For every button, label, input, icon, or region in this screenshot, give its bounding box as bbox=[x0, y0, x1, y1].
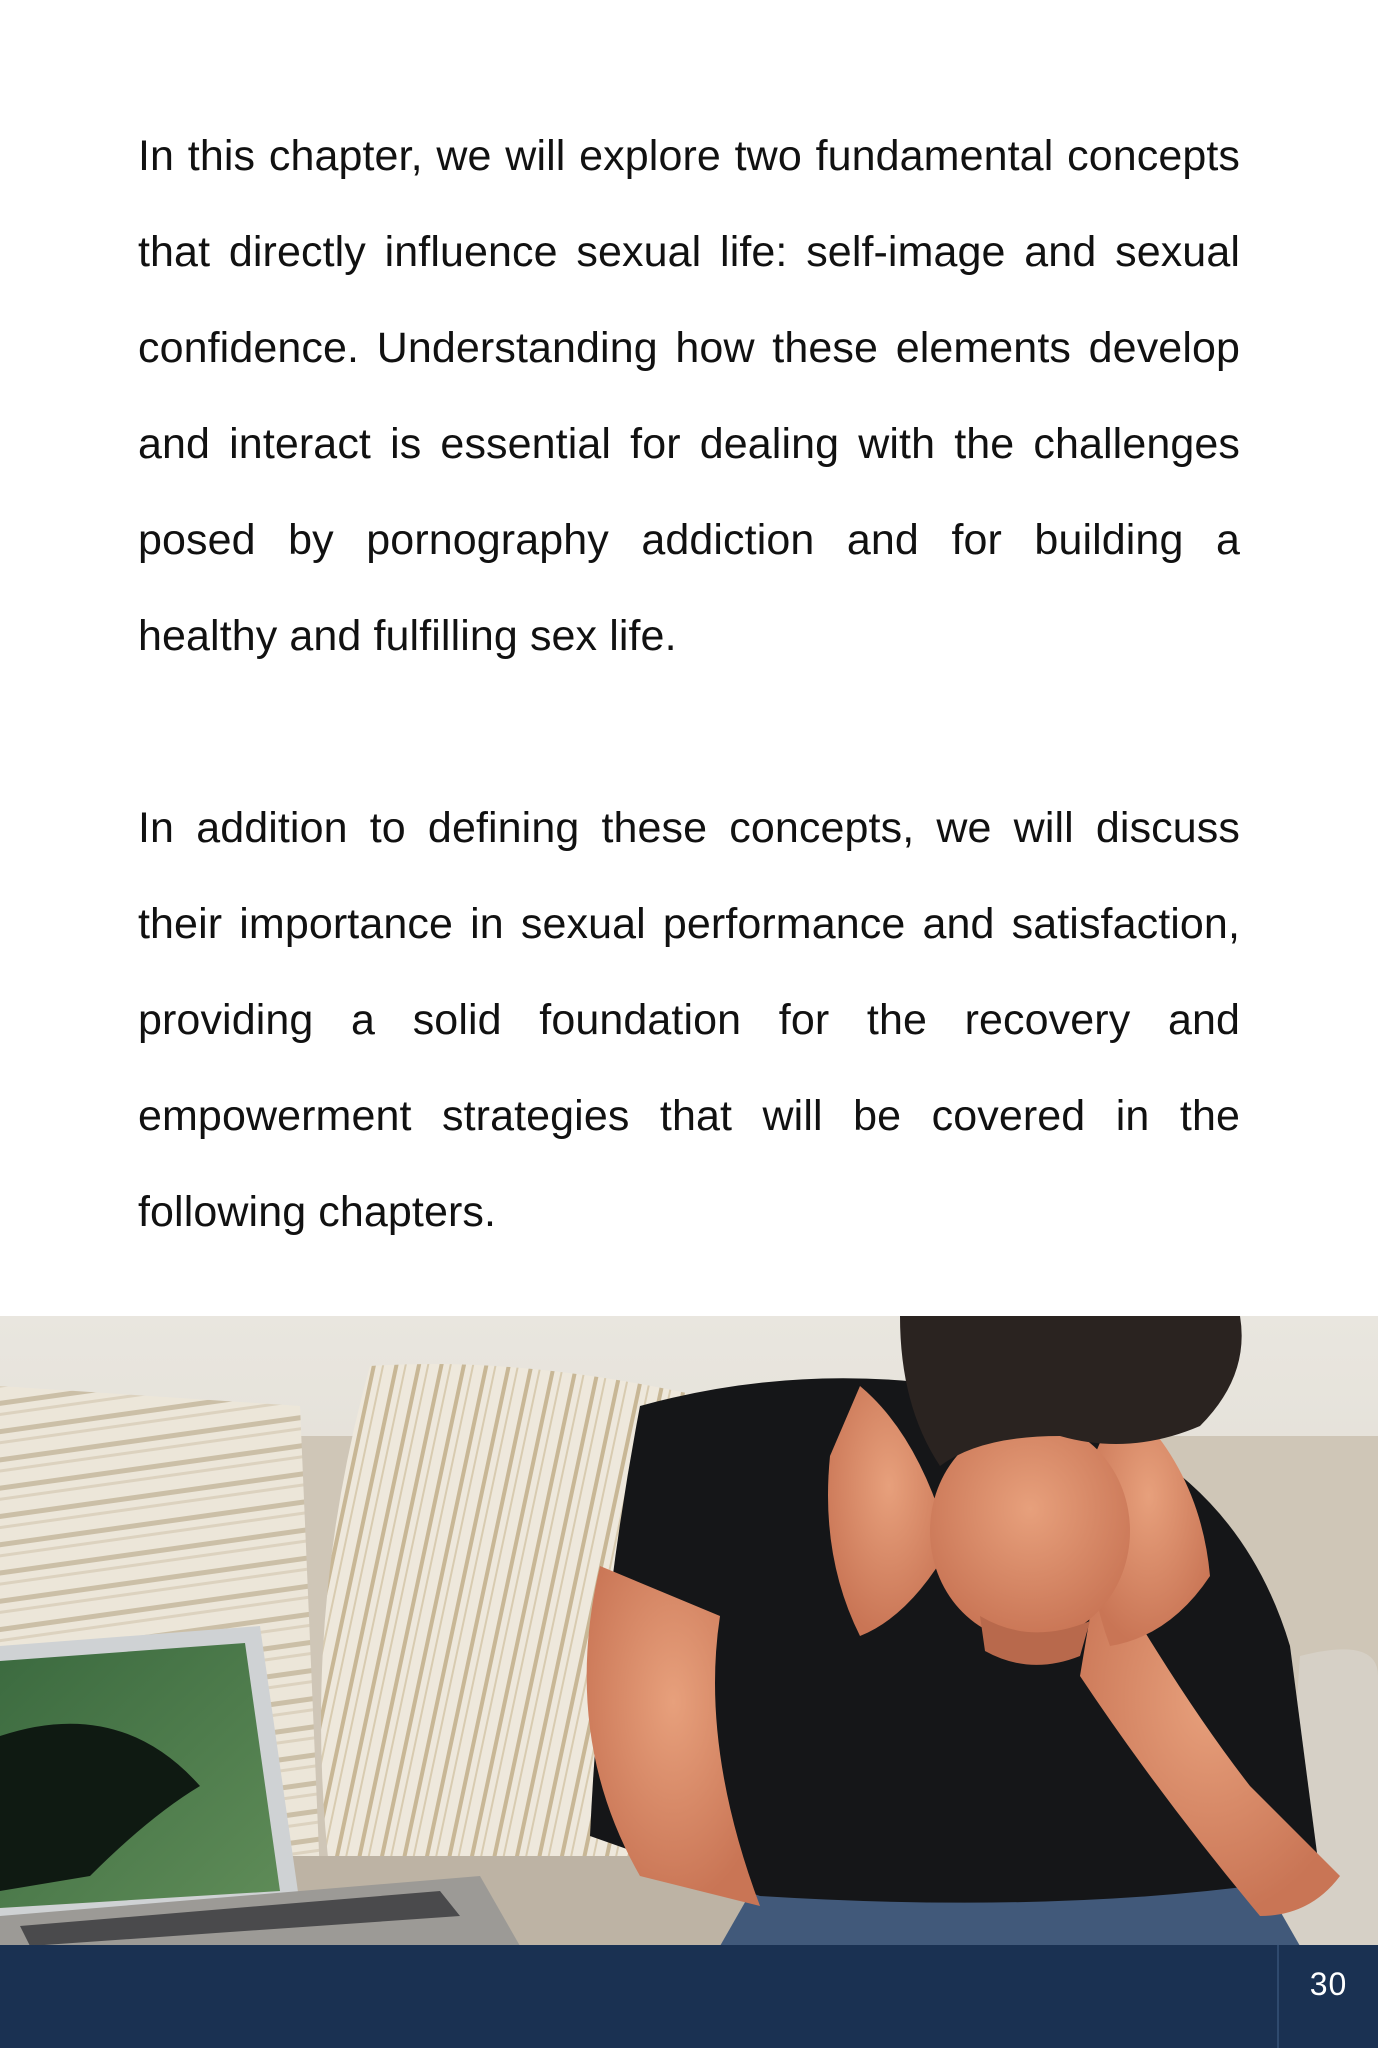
page-number: 30 bbox=[1309, 1966, 1348, 2002]
photo-stressed-man bbox=[0, 1316, 1378, 1946]
body-text bbox=[138, 108, 1240, 1260]
footer-bar bbox=[0, 1945, 1378, 2048]
paragraph-intro: In this chapter, we will explore two fundamental concepts that directly influence sexual life: self-image and sexual confidence. Understanding how these elements develop and interact is essential for dealing with the challenges posed by pornography addiction and for building a healthy and fulfilling sex life. bbox=[138, 132, 1240, 660]
paragraph-outline: In addition to defining these concepts, we will discuss their importance in sexual performance and satisfaction, providing a solid foundation for the recovery and empowerment strategies that will be covered in the following chapters. bbox=[138, 804, 1240, 1236]
